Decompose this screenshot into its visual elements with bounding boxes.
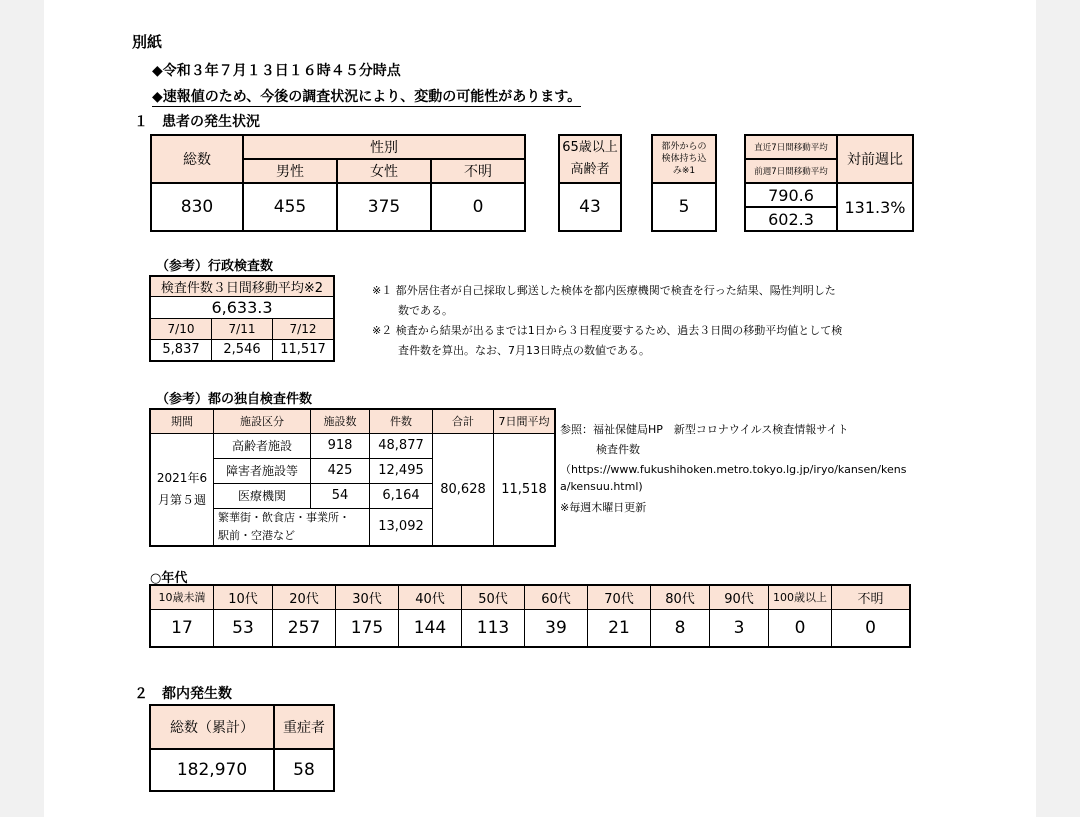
own-header-period: 期間: [150, 409, 214, 433]
male-label: 男性: [243, 159, 337, 183]
age-heading: ○年代: [150, 571, 188, 586]
age-label: 30代: [336, 585, 399, 609]
age-value: 39: [525, 609, 588, 647]
own-row-facilities: 54: [311, 483, 370, 508]
age-label: 80代: [651, 585, 710, 609]
ratio-value: 131.3%: [837, 183, 913, 231]
note-1-line1: ※１ 都外居住者が自己採取し郵送した検体を都内医療機関で検査を行った結果、陽性判明した: [372, 284, 836, 297]
outside-label-line3: み※1: [672, 166, 696, 176]
age-value: 0: [769, 609, 832, 647]
severe-value: 58: [274, 749, 334, 791]
own-row-facilities: 425: [311, 458, 370, 483]
note-1-line2: 数である。: [398, 304, 453, 317]
recent7-label: 直近7日間移動平均: [745, 135, 837, 159]
age-label: 40代: [399, 585, 462, 609]
unknown-label: 不明: [431, 159, 525, 183]
age-value: 113: [462, 609, 525, 647]
patient-table: [150, 134, 526, 232]
own-header-total: 合計: [433, 409, 494, 433]
own-tests-heading: （参考）都の独自検査件数: [156, 392, 313, 407]
age-value: 8: [651, 609, 710, 647]
moving-average-table: [744, 134, 914, 232]
admin-value-2: 2,546: [212, 340, 273, 361]
outside-value: 5: [652, 183, 716, 231]
prev7-label: 前週7日間移動平均: [745, 159, 837, 183]
own-period-line1: 2021年6: [156, 471, 208, 485]
age-value: 144: [399, 609, 462, 647]
age-value: 3: [710, 609, 769, 647]
prev7-value: 602.3: [745, 207, 837, 231]
own-row-category: 医療機関: [214, 483, 311, 508]
age-value: 17: [150, 609, 214, 647]
total-label: 総数: [151, 135, 243, 183]
age-value: 53: [214, 609, 273, 647]
admin-date-1: 7/10: [150, 319, 212, 340]
age-value: 0: [832, 609, 911, 647]
own-row-count: 12,495: [370, 458, 433, 483]
note-2-line2: 査件数を算出。なお、7月13日時点の数値である。: [398, 344, 650, 357]
age-label: 60代: [525, 585, 588, 609]
age-value: 175: [336, 609, 399, 647]
age-label: 不明: [832, 585, 911, 609]
reference-url-line1: （https://www.fukushihoken.metro.tokyo.lg.jp/iryo/kansen/kens: [560, 463, 907, 476]
age-label: 50代: [462, 585, 525, 609]
recent7-value: 790.6: [745, 183, 837, 207]
preliminary-note: ◆速報値のため、今後の調査状況により、変動の可能性があります。: [152, 86, 581, 107]
age-label: 70代: [588, 585, 651, 609]
elderly-label-line2: 高齢者: [570, 162, 610, 177]
age-label: 100歳以上: [769, 585, 832, 609]
own-row-category: 障害者施設等: [214, 458, 311, 483]
ratio-label: 対前週比: [837, 135, 913, 183]
reference-line2: 検査件数: [596, 443, 640, 456]
own-header-category: 施設区分: [214, 409, 311, 433]
own-header-count: 件数: [370, 409, 433, 433]
admin-tests-heading: （参考）行政検査数: [156, 259, 274, 274]
cumulative-total-label: 総数（累計）: [150, 705, 274, 749]
elderly-label-line1: 65歳以上: [562, 140, 618, 155]
cumulative-table: [149, 704, 335, 792]
own-tests-table: [149, 408, 556, 547]
admin-value-3: 11,517: [273, 340, 335, 361]
own-last-category-line2: 駅前・空港など: [218, 528, 295, 542]
doc-title: 別紙: [132, 33, 163, 51]
age-table: [149, 584, 911, 648]
own-header-avg7: 7日間平均: [494, 409, 556, 433]
own-header-facilities: 施設数: [311, 409, 370, 433]
own-last-count: 13,092: [370, 508, 433, 546]
reference-url-line2: a/kensuu.html): [560, 480, 643, 493]
unknown-value: 0: [431, 183, 525, 231]
admin-date-2: 7/11: [212, 319, 273, 340]
severe-label: 重症者: [274, 705, 334, 749]
total-value: 830: [151, 183, 243, 231]
elderly-value: 43: [559, 183, 621, 231]
timestamp-line: ◆令和３年７月１３日１６時４５分時点: [152, 63, 401, 79]
outside-label-line2: 検体持ち込: [661, 154, 707, 164]
admin-date-3: 7/12: [273, 319, 335, 340]
admin-tests-header: 検査件数３日間移動平均※2: [150, 276, 334, 297]
age-label: 90代: [710, 585, 769, 609]
cumulative-total-value: 182,970: [150, 749, 274, 791]
own-row-count: 48,877: [370, 433, 433, 458]
admin-tests-table: [149, 275, 335, 362]
female-value: 375: [337, 183, 431, 231]
age-label: 10歳未満: [150, 585, 214, 609]
own-total: 80,628: [433, 433, 494, 546]
admin-value-1: 5,837: [150, 340, 212, 361]
male-value: 455: [243, 183, 337, 231]
document-page: [44, 0, 1036, 817]
admin-tests-average: 6,633.3: [150, 297, 334, 319]
age-value: 21: [588, 609, 651, 647]
own-row-category: 高齢者施設: [214, 433, 311, 458]
elderly-table: [558, 134, 622, 232]
own-avg7: 11,518: [494, 433, 556, 546]
reference-update-note: ※毎週木曜日更新: [560, 501, 647, 514]
own-row-facilities: 918: [311, 433, 370, 458]
outside-label-line1: 都外からの: [661, 142, 707, 152]
outside-table: [651, 134, 717, 232]
gender-label: 性別: [243, 135, 525, 159]
own-last-category-line1: 繁華街・飲食店・事業所・: [218, 510, 350, 524]
age-label: 20代: [273, 585, 336, 609]
section1-heading: １ 患者の発生状況: [134, 114, 260, 130]
own-period-line2: 月第５週: [157, 493, 206, 507]
female-label: 女性: [337, 159, 431, 183]
age-label: 10代: [214, 585, 273, 609]
note-2-line1: ※２ 検査から結果が出るまでは1日から３日程度要するため、過去３日間の移動平均値として検: [372, 324, 843, 337]
reference-line1: 参照：福祉保健局HP 新型コロナウイルス検査情報サイト: [560, 423, 849, 436]
section2-heading: ２ 都内発生数: [134, 686, 232, 702]
age-value: 257: [273, 609, 336, 647]
own-row-count: 6,164: [370, 483, 433, 508]
